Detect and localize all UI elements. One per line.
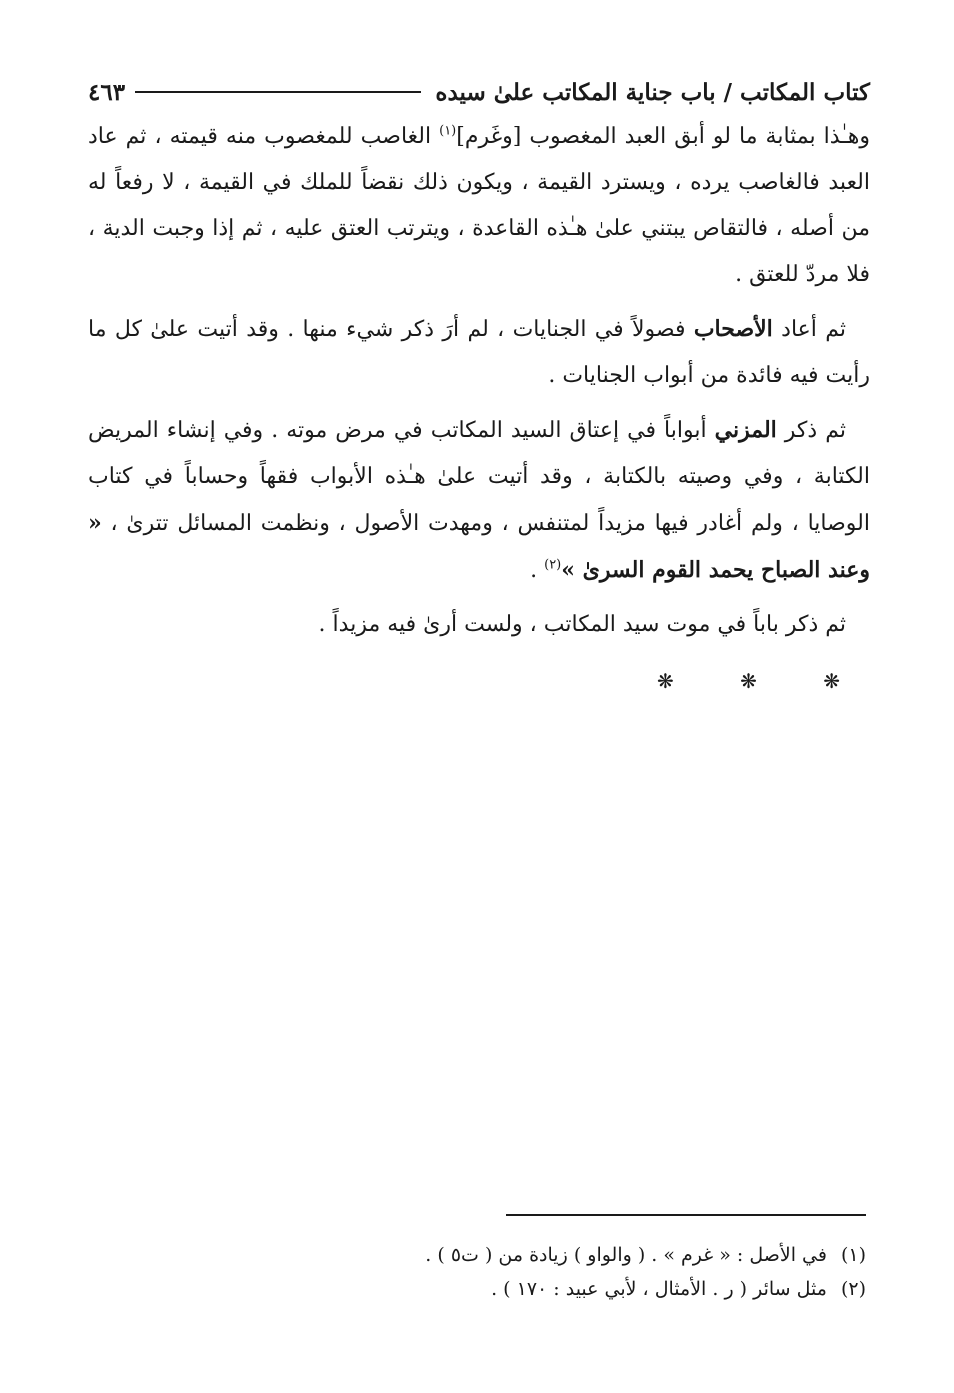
paragraph-1-part-b: الغاصب للمغصوب منه قيمته ، ثم عاد العبد فالغاصب يرده ، ويسترد القيمة ، ويكون ذلك نقضاً للملك في القيمة ، لا رفعاً له من أصله ، فالتقاص يبتني علىٰ هـٰذه القاعدة ، ويترتب العتق عليه ، ثم إذا وجبت الدية ، فلا مردّ للعتق .	[88, 124, 870, 287]
footnote-2-number: (٢)	[840, 1278, 866, 1300]
paragraph-3	[88, 407, 870, 594]
book-page	[88, 70, 870, 704]
footnote-1-text: في الأصل : « غرم » . ( والواو ) زيادة من ( ت٥ ) .	[425, 1244, 827, 1266]
footnote-1	[84, 1238, 866, 1272]
paragraph-2-bold: الأصحاب	[693, 316, 773, 342]
footnote-ref-2[interactable]: (٢)	[544, 557, 562, 573]
header-rule	[135, 91, 421, 93]
footnotes	[84, 1238, 866, 1306]
paragraph-1-part-a: وهـٰذا بمثابة ما لو أبق العبد المغصوب [وغَرم]	[456, 124, 870, 149]
footnote-1-number: (١)	[840, 1244, 866, 1266]
paragraph-2-part-a: ثم أعاد	[772, 317, 846, 342]
body-text	[88, 114, 870, 704]
running-title: كتاب المكاتب / باب جناية المكاتب علىٰ سيده	[435, 78, 870, 106]
paragraph-3-part-b: أبواباً في إعتاق السيد المكاتب في مرض موته . وفي إنشاء المريض الكتابة ، وفي وصيته بالكتابة ، وقد أتيت علىٰ هـٰذه الأبواب فقهاً وحساباً في كتاب الوصايا ، ولم أغادر فيها مزيداً لمتنفس ، ومهدت الأصول ، ونظمت المسائل تترىٰ ،	[88, 418, 870, 536]
section-separator: ❋ ❋ ❋	[657, 669, 870, 693]
paragraph-1	[88, 114, 870, 298]
paragraph-3-bold: المزني	[714, 417, 777, 443]
footnote-2	[84, 1272, 866, 1306]
paragraph-2	[88, 306, 870, 399]
running-head	[88, 70, 870, 114]
footnote-ref-1[interactable]: (١)	[439, 123, 457, 139]
paragraph-4: ثم ذكر باباً في موت سيد المكاتب ، ولست أرىٰ فيه مزيداً .	[318, 612, 846, 637]
footnote-2-text: مثل سائر ( ر . الأمثال ، لأبي عبيد : ١٧٠ ) .	[491, 1278, 827, 1300]
paragraph-2-part-b: فصولاً في الجنايات ، لم أرَ ذكر شيء منها . وقد أتيت علىٰ كل ما رأيت فيه فائدة من أبواب الجنايات .	[88, 317, 870, 388]
proverb-quote: « وعند الصباح يحمد القوم السرىٰ »	[88, 510, 870, 583]
page-number: ٤٦٣	[88, 78, 126, 106]
paragraph-3-end: .	[530, 558, 545, 583]
footnote-rule	[506, 1214, 866, 1216]
paragraph-3-part-a: ثم ذكر	[776, 418, 846, 443]
